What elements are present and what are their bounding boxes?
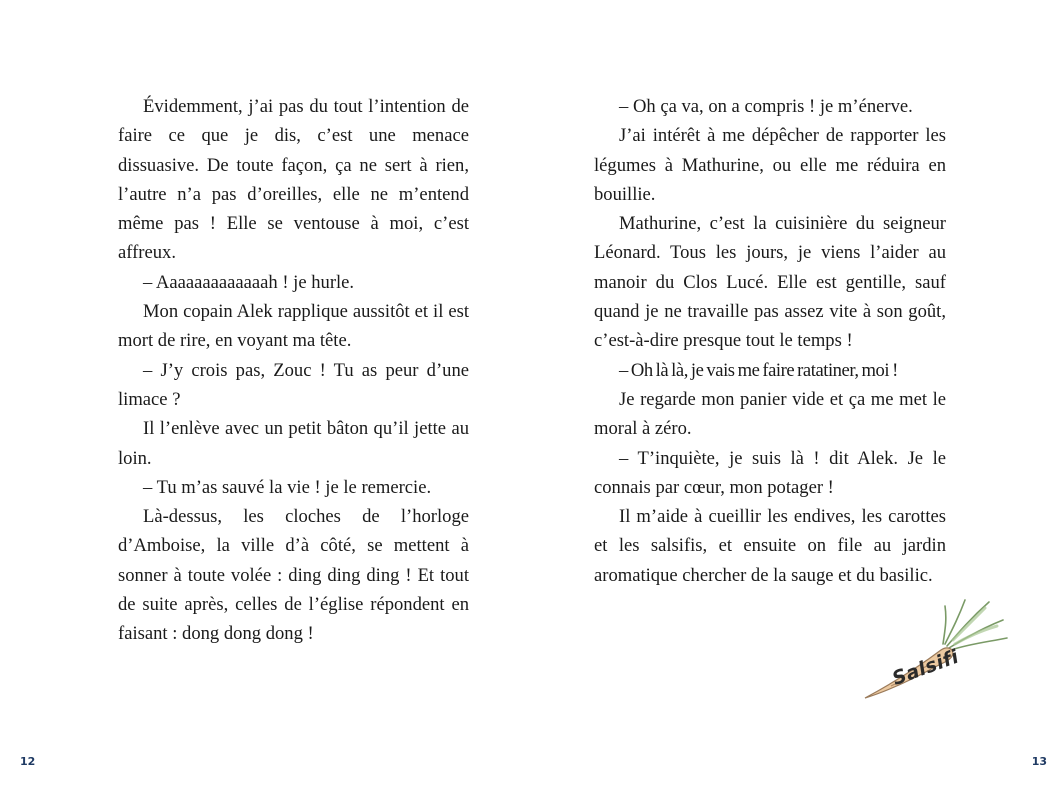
paragraph: Mathurine, c’est la cuisinière du seigneur Léonard. Tous les jours, je viens l’aider au manoir du Clos Lucé. Elle est gentille, sauf quand je ne travaille pas assez vite à son goût, c’est-à-dire presque tout le temps ! [594,213,946,352]
paragraph: – T’inquiète, je suis là ! dit Alek. Je le connais par cœur, mon potager ! [594,447,946,498]
paragraph: – Tu m’as sauvé la vie ! je le remercie. [143,476,432,498]
paragraph: Mon copain Alek rapplique aussitôt et il est mort de rire, en voyant ma tête. [118,301,469,352]
paragraph: Là-dessus, les cloches de l’horloge d’Amboise, la ville d’à côté, se mettent à sonner à toute volée : ding ding ding ! Et tout de suite après, celles de l’église répondent en faisant : dong dong dong ! [118,506,469,645]
paragraph: – J’y crois pas, Zouc ! Tu as peur d’une limace ? [118,359,469,410]
illustration-caption: Salsifi [889,645,962,690]
paragraph: Il m’aide à cueillir les endives, les carottes et les salsifis, et ensuite on file au jardin aromatique chercher de la sauge et du basilic. [594,506,946,586]
right-page [531,0,1063,788]
paragraph: Évidemment, j’ai pas du tout l’intention de faire ce que je dis, c’est une menace dissuasive. De toute façon, ça ne sert à rien, l’autre n’a pas d’oreilles, elle ne m’entend même pas ! Elle se ventouse à moi, c’est affreux. [118,96,469,264]
page-number-left: 12 [20,755,36,768]
left-page [0,0,531,788]
paragraph: – Aaaaaaaaaaaaah ! je hurle. [143,271,355,293]
right-text-column [594,92,946,590]
paragraph: Il l’enlève avec un petit bâton qu’il jette au loin. [118,418,469,469]
salsify-illustration [861,598,1011,723]
paragraph: – Oh là là, je vais me faire ratatiner, moi ! [619,359,898,381]
paragraph: – Oh ça va, on a compris ! je m’énerve. [619,96,913,117]
left-text-column [118,92,469,649]
paragraph: J’ai intérêt à me dépêcher de rapporter les légumes à Mathurine, ou elle me réduira en bouillie. [594,125,946,205]
paragraph: Je regarde mon panier vide et ça me met le moral à zéro. [594,388,946,440]
page-number-right: 13 [1031,755,1047,768]
